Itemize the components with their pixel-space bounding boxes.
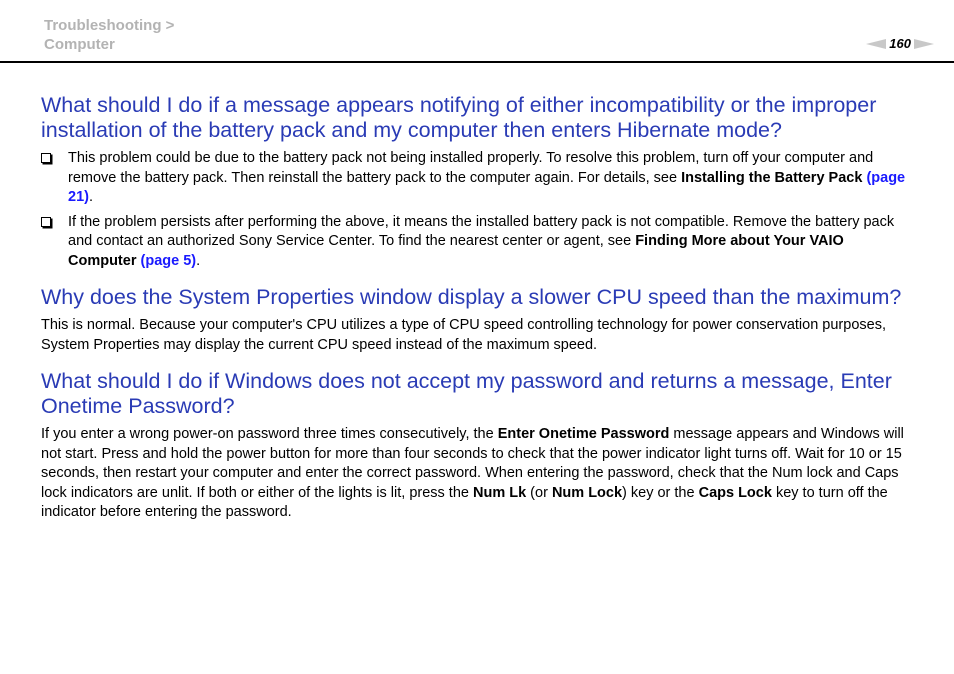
- reference-title: Finding More about Your VAIO Computer: [68, 233, 844, 269]
- section-heading: Why does the System Properties window display a slower CPU speed than the maximum?: [41, 285, 902, 309]
- bullet-text: If the problem persists after performing the above, it means the installed battery pack is not compatible. Remove the battery pack and contact an authorized Sony Service Center. To find the nearest center or agent, see: [68, 213, 895, 249]
- arrow-right-icon[interactable]: [914, 39, 934, 49]
- header-divider: [0, 61, 954, 63]
- checkbox-bullet-icon: [41, 153, 51, 163]
- page-link[interactable]: (page 21): [68, 169, 906, 205]
- page-navigator: [866, 36, 934, 51]
- list-item: [41, 213, 913, 272]
- breadcrumb-current: Computer: [44, 36, 115, 53]
- section-battery-hibernate: [41, 93, 913, 271]
- section-heading: What should I do if a message appears notifying of either incompatibility or the improper installation of the battery pack and my computer then enters Hibernate mode?: [41, 93, 877, 142]
- key-name: Num Lock: [551, 484, 623, 501]
- text-run: key to turn off the indicator before entering the password.: [41, 484, 888, 520]
- page-link[interactable]: (page 5): [140, 252, 197, 269]
- checkbox-bullet-icon: [41, 217, 51, 227]
- text-run: ) key or the: [622, 484, 699, 501]
- section-cpu-speed: [41, 285, 913, 355]
- bullet-list: [41, 149, 913, 271]
- section-heading: What should I do if Windows does not accept my password and returns a message, Enter Onetime Password?: [41, 369, 892, 418]
- page-header: [0, 0, 954, 64]
- punctuation: .: [88, 189, 93, 205]
- punctuation: .: [196, 252, 201, 269]
- breadcrumb-parent[interactable]: Troubleshooting >: [44, 17, 175, 34]
- section-paragraph: [41, 425, 913, 523]
- breadcrumb: [44, 16, 174, 54]
- text-run: message appears and Windows will not start. Press and hold the power button for more than four seconds to check that the power indicator light turns off. Wait for 10 or 15 seconds, then restart your computer and enter the correct password. When entering the password, check that the Num lock and Caps lock indicators are unlit. If both or either of the lights is lit, press the: [41, 426, 904, 501]
- section-paragraph: This is normal. Because your computer's CPU utilizes a type of CPU speed controlling technology for power conservation purposes, System Properties may display the current CPU speed instead of the maximum speed.: [41, 317, 886, 353]
- bullet-text: This problem could be due to the battery pack not being installed properly. To resolve this problem, turn off your computer and remove the battery pack. Then reinstall the battery pack to the computer again. For details, see: [68, 150, 874, 186]
- document-body: [41, 93, 913, 523]
- message-name: Enter Onetime Password: [497, 426, 670, 442]
- list-item: [41, 149, 913, 208]
- page-number: 160: [889, 36, 911, 51]
- reference-title: Installing the Battery Pack: [681, 169, 863, 186]
- key-name: Caps Lock: [698, 484, 772, 501]
- key-name: Num Lk: [472, 484, 527, 501]
- arrow-left-icon[interactable]: [866, 39, 886, 49]
- section-onetime-password: [41, 369, 913, 523]
- text-run: If you enter a wrong power-on password three times consecutively, the: [41, 426, 498, 442]
- text-run: (or: [526, 484, 552, 501]
